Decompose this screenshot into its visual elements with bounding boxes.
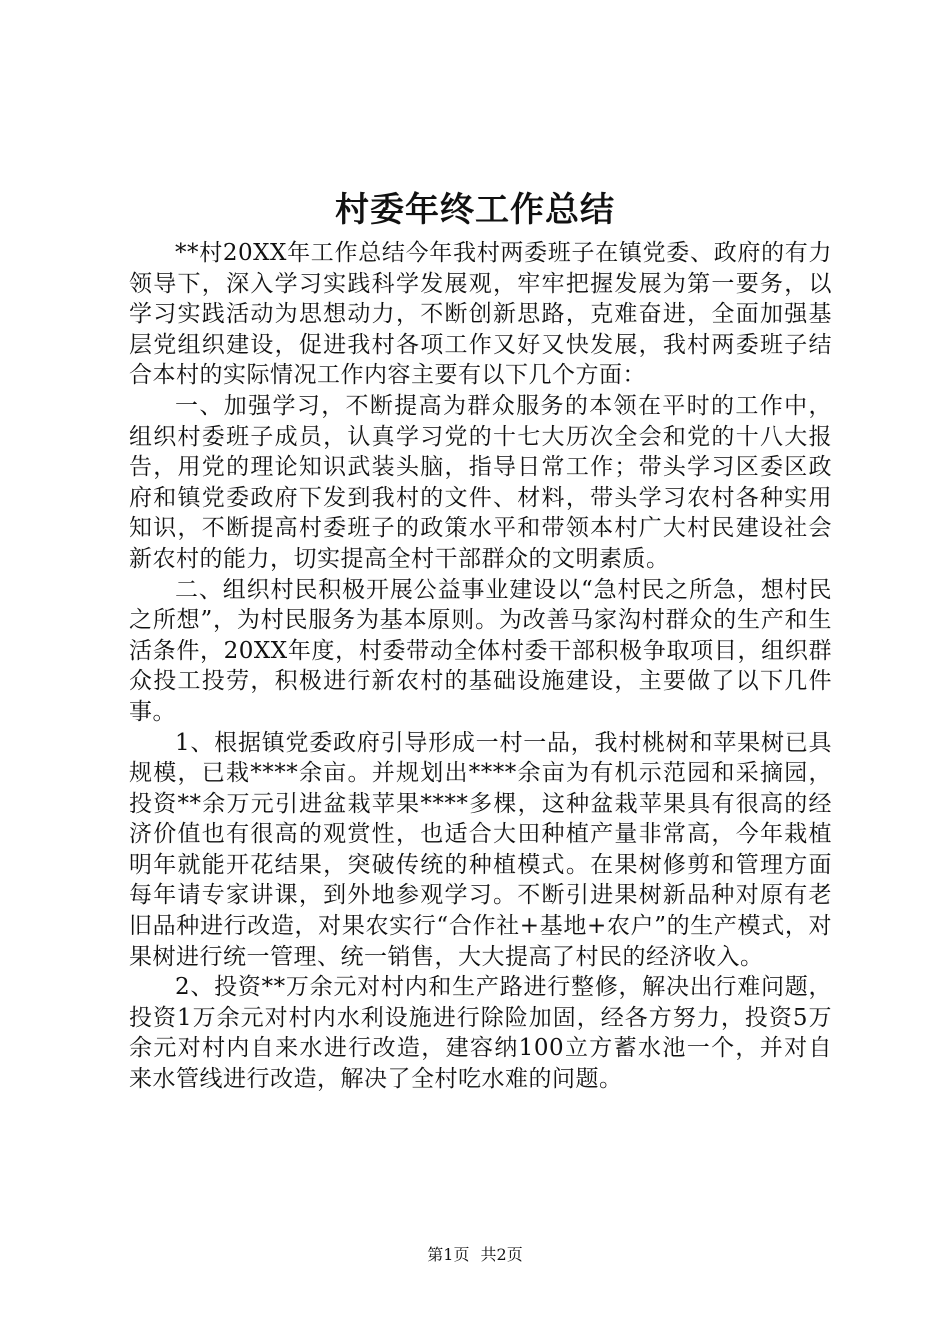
page-total: 共2页: [480, 1245, 523, 1264]
page-number: 第1页: [427, 1245, 470, 1264]
paragraph-section-1: 一、加强学习，不断提高为群众服务的本领在平时的工作中，组织村委班子成员，认真学习党的十七大历次全会和党的十八大报告，用党的理论知识武装头脑，指导日常工作；带头学习区委区政府和镇党委政府下发到我村的文件、材料，带头学习农村各种实用知识，不断提高村委班子的政策水平和带领本村广大村民建设社会新农村的能力，切实提高全村干部群众的文明素质。: [129, 392, 832, 572]
document-title: 村委年终工作总结: [335, 190, 615, 230]
paragraph-item-2: 2、投资**万余元对村内和生产路进行整修，解决出行难问题，投资1万余元对村内水利设施进行除险加固，经各方努力，投资5万余元对村内自来水进行改造，建容纳100立方蓄水池一个，并对自来水管线进行改造，解决了全村吃水难的问题。: [129, 974, 832, 1093]
paragraph-item-1: 1、根据镇党委政府引导形成一村一品，我村桃树和苹果树已具规模，已栽****余亩。并规划出****余亩为有机示范园和采摘园，投资**余万元引进盆栽苹果****多棵，这种盆栽苹果具有很高的经济价值也有很高的观赏性，也适合大田种植产量非常高，今年栽植明年就能开花结果，突破传统的种植模式。在果树修剪和管理方面每年请专家讲课，到外地参观学习。不断引进果树新品种对原有老旧品种进行改造，对果农实行“合作社+基地+农户”的生产模式，对果树进行统一管理、统一销售，大大提高了村民的经济收入。: [129, 729, 832, 970]
paragraph-section-2: 二、组织村民积极开展公益事业建设以“急村民之所急，想村民之所想”，为村民服务为基本原则。为改善马家沟村群众的生产和生活条件，20XX年度，村委带动全体村委干部积极争取项目，组织群众投工投劳，积极进行新农村的基础设施建设，主要做了以下几件事。: [129, 576, 832, 725]
paragraph-intro: **村20XX年工作总结今年我村两委班子在镇党委、政府的有力领导下，深入学习实践科学发展观，牢牢把握发展为第一要务，以学习实践活动为思想动力，不断创新思路，克难奋进，全面加强基层党组织建设，促进我村各项工作又好又快发展，我村两委班子结合本村的实际情况工作内容主要有以下几个方面：: [129, 240, 832, 389]
page-footer: [0, 1244, 950, 1266]
document-body: [129, 238, 832, 1095]
